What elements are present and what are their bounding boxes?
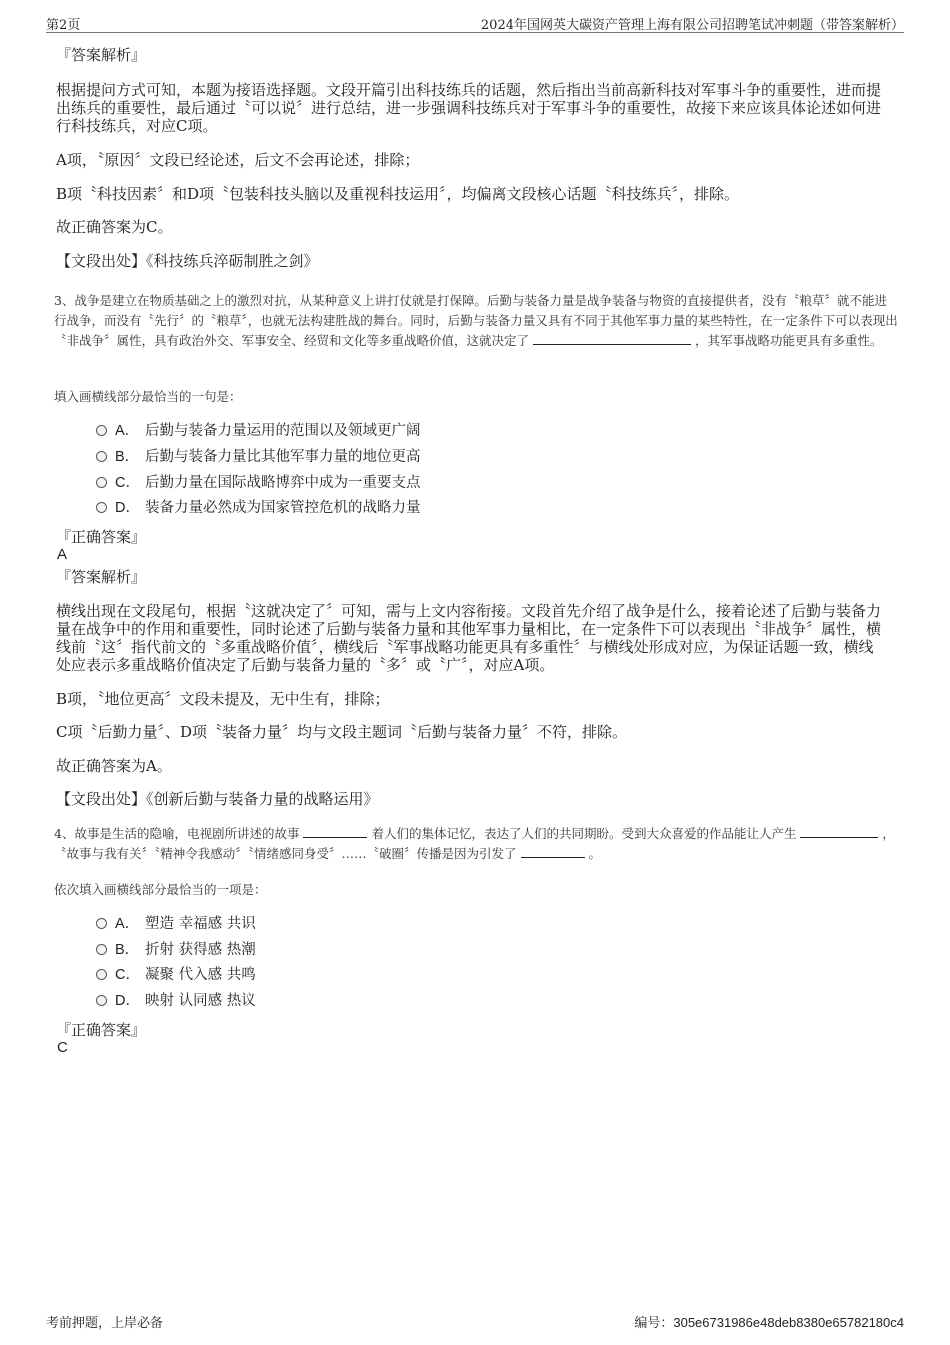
analysis-paragraph: C项〝后勤力量〞、D项〝装备力量〞均与文段主题词〝后勤与装备力量〞不符，排除。 bbox=[56, 723, 628, 741]
option-key: A． bbox=[115, 916, 140, 932]
option-key: B． bbox=[115, 942, 140, 958]
document-id bbox=[634, 1312, 904, 1331]
option-d[interactable] bbox=[96, 498, 421, 518]
option-text: 装备力量必然成为国家管控危机的战略力量 bbox=[145, 500, 421, 516]
option-c[interactable] bbox=[96, 473, 421, 493]
analysis-paragraph: B项，〝地位更高〞文段未提及，无中生有，排除； bbox=[56, 690, 390, 708]
question-prompt: 依次填入画横线部分最恰当的一项是： bbox=[54, 882, 267, 897]
option-text: 塑造 幸福感 共识 bbox=[145, 916, 256, 932]
analysis-conclusion: 故正确答案为A。 bbox=[56, 757, 172, 775]
analysis-paragraph: 横线出现在文段尾句，根据〝这就决定了〞可知，需与上文内容衔接。文段首先介绍了战争是什么，接着论述了后勤与装备力量在战争中的作用和重要性，同时论述了后勤与装备力量和其他军事力量相比，在一定条件下可以表现出〝非战争〞属性，横线前〝这〞指代前文的〝多重战略价值〞，横线后〝军事战略功能更具有多重性〞与横线处形成对应，为保证话题一致，横线处应表示多重战略价值决定了后勤与装备力量的〝多〞或〝广〞，对应A项。 bbox=[56, 602, 882, 674]
radio-icon[interactable] bbox=[96, 502, 107, 513]
correct-answer-label: 『正确答案』 bbox=[56, 1021, 147, 1039]
option-text: 折射 获得感 热潮 bbox=[145, 942, 256, 958]
analysis-paragraph: B项〝科技因素〞和D项〝包装科技头脑以及重视科技运用〞，均偏离文段核心话题〝科技练兵〞，排除。 bbox=[56, 185, 740, 203]
option-a[interactable] bbox=[96, 421, 421, 441]
option-text: 凝聚 代入感 共鸣 bbox=[145, 967, 256, 983]
analysis-paragraph: 根据提问方式可知，本题为接语选择题。文段开篇引出科技练兵的话题，然后指出当前高新科技对军事斗争的重要性，进而提出练兵的重要性，最后通过〝可以说〞进行总结，进一步强调科技练兵对于军事斗争的重要性，故接下来应该具体论述如何进行科技练兵，对应C项。 bbox=[56, 81, 882, 135]
option-text: 后勤力量在国际战略博弈中成为一重要支点 bbox=[145, 475, 421, 491]
page-footer bbox=[46, 1312, 904, 1332]
correct-answer: A bbox=[57, 546, 68, 563]
question-prompt: 填入画横线部分最恰当的一句是： bbox=[54, 389, 242, 404]
question-text: 。 bbox=[588, 846, 601, 861]
question-3-text bbox=[54, 291, 899, 351]
page-number: 第2页 bbox=[46, 18, 81, 33]
document-title: 2024年国网英大碳资产管理上海有限公司招聘笔试冲刺题（带答案解析） bbox=[480, 18, 904, 33]
source-citation: 【文段出处】《创新后勤与装备力量的战略运用》 bbox=[56, 790, 379, 808]
option-b[interactable] bbox=[96, 447, 421, 467]
option-text: 后勤与装备力量运用的范围以及领域更广阔 bbox=[145, 423, 421, 439]
radio-icon[interactable] bbox=[96, 995, 107, 1006]
analysis-conclusion: 故正确答案为C。 bbox=[56, 218, 173, 236]
question-text: ，其军事战略功能更具有多重性。 bbox=[694, 333, 883, 348]
document-id-label: 编号： bbox=[634, 1316, 674, 1331]
question-text: 着人们的集体记忆，表达了人们的共同期盼。受到大众喜爱的作品能让人产生 bbox=[371, 826, 797, 841]
option-a[interactable] bbox=[96, 914, 256, 934]
question-text: 4、故事是生活的隐喻，电视剧所讲述的故事 bbox=[54, 826, 300, 841]
page-header bbox=[46, 14, 904, 33]
option-text: 映射 认同感 热议 bbox=[145, 993, 256, 1009]
correct-answer: C bbox=[57, 1039, 68, 1056]
option-key: B． bbox=[115, 449, 140, 465]
radio-icon[interactable] bbox=[96, 944, 107, 955]
answer-blank bbox=[303, 825, 367, 838]
radio-icon[interactable] bbox=[96, 451, 107, 462]
radio-icon[interactable] bbox=[96, 425, 107, 436]
option-b[interactable] bbox=[96, 940, 256, 960]
question-text: ，〝故事与我有关〞〝精神令我感动〞〝情绪感同身受〞……〝破圈〞传播是因为引发了 bbox=[54, 826, 895, 861]
analysis-label: 『答案解析』 bbox=[56, 46, 147, 64]
option-c[interactable] bbox=[96, 965, 256, 985]
document-id-value: 305e6731986e48deb8380e65782180c4 bbox=[673, 1315, 904, 1330]
answer-blank bbox=[521, 845, 585, 858]
option-key: C． bbox=[115, 475, 140, 491]
option-key: A． bbox=[115, 423, 140, 439]
option-key: D． bbox=[115, 500, 140, 516]
source-citation: 【文段出处】《科技练兵淬砺制胜之剑》 bbox=[56, 252, 319, 270]
analysis-paragraph: A项，〝原因〞文段已经论述，后文不会再论述，排除； bbox=[56, 151, 420, 169]
radio-icon[interactable] bbox=[96, 918, 107, 929]
answer-blank bbox=[533, 332, 691, 345]
option-d[interactable] bbox=[96, 991, 256, 1011]
option-key: D． bbox=[115, 993, 140, 1009]
answer-blank bbox=[800, 825, 878, 838]
correct-answer-label: 『正确答案』 bbox=[56, 528, 147, 546]
question-text: 3、战争是建立在物质基础之上的激烈对抗，从某种意义上讲打仗就是打保障。后勤与装备力量是战争装备与物资的直接提供者，没有〝粮草〞就不能进行战争，而没有〝先行〞的〝粮草〞，也就无法构建胜战的舞台。同时，后勤与装备力量又具有不同于其他军事力量的某些特性，在一定条件下可以表现出〝非战争〞属性，具有政治外交、军事安全、经贸和文化等多重战略价值，这就决定了 bbox=[54, 293, 898, 348]
radio-icon[interactable] bbox=[96, 477, 107, 488]
option-key: C． bbox=[115, 967, 140, 983]
footer-slogan: 考前押题，上岸必备 bbox=[46, 1316, 164, 1331]
radio-icon[interactable] bbox=[96, 969, 107, 980]
question-4-text bbox=[54, 824, 899, 864]
option-text: 后勤与装备力量比其他军事力量的地位更高 bbox=[145, 449, 421, 465]
analysis-label: 『答案解析』 bbox=[56, 568, 147, 586]
